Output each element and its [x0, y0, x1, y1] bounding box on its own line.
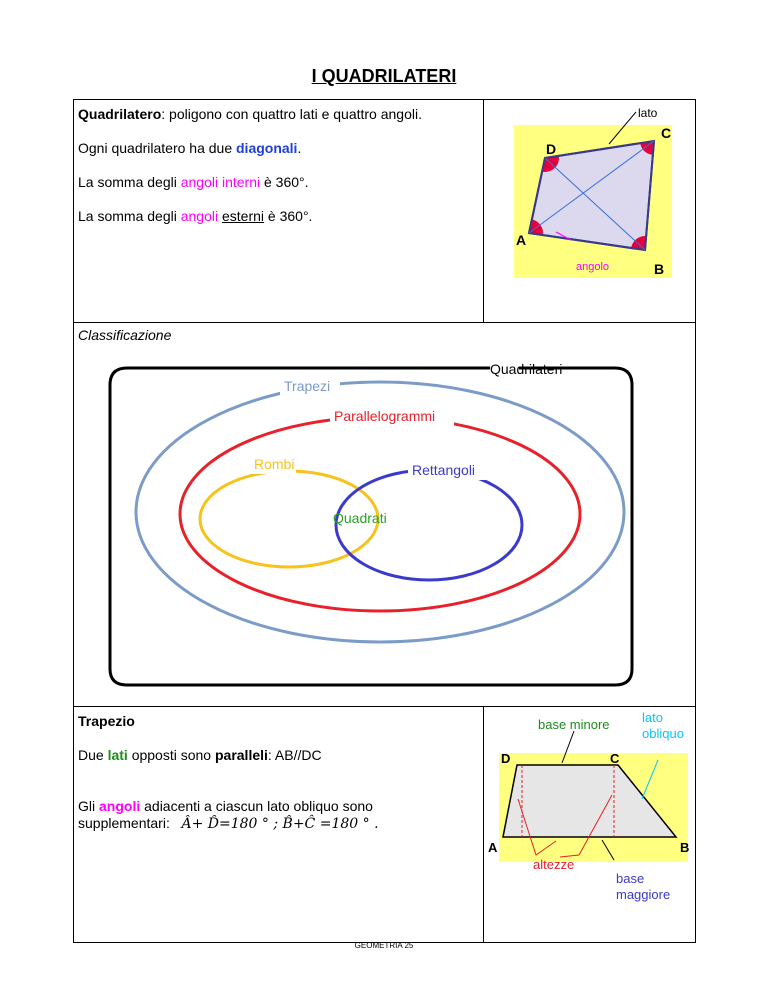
vertex-c: C [661, 125, 672, 141]
label-base-minore: base minore [538, 717, 610, 732]
sum-int-prefix: La somma degli [78, 174, 181, 190]
trapezio-figure-cell [484, 707, 696, 943]
label-altezze: altezze [533, 857, 575, 872]
term-angoli-trapezio: angoli [99, 798, 141, 814]
sum-int-suffix: è 360°. [260, 174, 309, 190]
term-paralleli: paralleli [214, 747, 268, 763]
supplementari-paragraph [78, 815, 479, 833]
diag-prefix: Ogni quadrilatero ha due [78, 140, 236, 156]
label-base: base [616, 871, 645, 886]
term-angoli: angoli [180, 208, 219, 224]
paralleli-paragraph [78, 747, 479, 764]
quadrilatero-text-cell [74, 100, 484, 323]
term-esterni: esterni [221, 208, 265, 224]
parallel-suffix: : AB//DC [267, 747, 322, 763]
diagonali-paragraph [78, 140, 479, 157]
definition-paragraph [78, 106, 479, 123]
angles-suffix: adiacenti a ciascun lato obliquo sono [140, 798, 373, 814]
supp-label: supplementari: [78, 815, 170, 831]
label-quadrati: Quadrati [333, 510, 387, 526]
classificazione-cell [74, 323, 696, 707]
term-quadrilatero: Quadrilatero [78, 106, 162, 122]
sum-ext-suffix: è 360°. [264, 208, 313, 224]
page-title: I QUADRILATERI [311, 66, 457, 86]
label-rombi: Rombi [254, 456, 295, 472]
page-footer: GEOMETRIA 25 [354, 941, 414, 950]
trapezio-figure [484, 707, 696, 937]
angoli-interni-paragraph [78, 174, 479, 191]
term-diagonali: diagonali [236, 140, 298, 156]
classificazione-row [74, 323, 696, 707]
angle-formula: Â+ D̂=180 ° ; B̂+Ĉ =180 ° . [181, 816, 379, 832]
definition-text: : poligono con quattro lati e quattro angoli. [161, 106, 422, 122]
vertex-d: D [546, 141, 557, 157]
quadrilatero-row [74, 100, 696, 323]
vertex-b-trap: B [680, 840, 690, 855]
label-trapezi: Trapezi [284, 378, 331, 394]
trapezio-heading-text: Trapezio [78, 713, 135, 729]
classificazione-heading: Classificazione [78, 327, 172, 343]
label-parallelogrammi: Parallelogrammi [334, 408, 436, 424]
angoli-paragraph [78, 798, 479, 815]
vertex-d-trap: D [501, 751, 511, 766]
content-table [73, 99, 696, 943]
quadrilatero-figure-cell [484, 100, 696, 323]
label-rettangoli: Rettangoli [412, 462, 476, 478]
label-quadrilateri: Quadrilateri [490, 361, 563, 377]
classification-diagram [74, 344, 694, 696]
trapezio-row [74, 707, 696, 943]
vertex-a-trap: A [488, 840, 498, 855]
label-angolo: angolo [576, 261, 610, 273]
term-angoli-interni: angoli interni [180, 174, 261, 190]
label-maggiore: maggiore [616, 887, 671, 902]
vertex-a: A [516, 232, 527, 248]
label-lato: lato [638, 106, 658, 120]
parallel-prefix: Due [78, 747, 108, 763]
term-lati: lati [107, 747, 128, 763]
parallel-mid: opposti sono [127, 747, 215, 763]
trapezio-text-cell [74, 707, 484, 943]
vertex-c-trap: C [610, 751, 620, 766]
trapezio-heading [78, 713, 479, 730]
angles-prefix: Gli [78, 798, 99, 814]
sum-ext-prefix: La somma degli [78, 208, 181, 224]
vertex-b: B [654, 261, 665, 277]
quadrilatero-figure [484, 100, 696, 317]
label-obliquo: obliquo [642, 726, 684, 741]
label-lato: lato [642, 710, 663, 725]
angoli-esterni-paragraph [78, 208, 479, 225]
diag-suffix: . [297, 140, 302, 156]
